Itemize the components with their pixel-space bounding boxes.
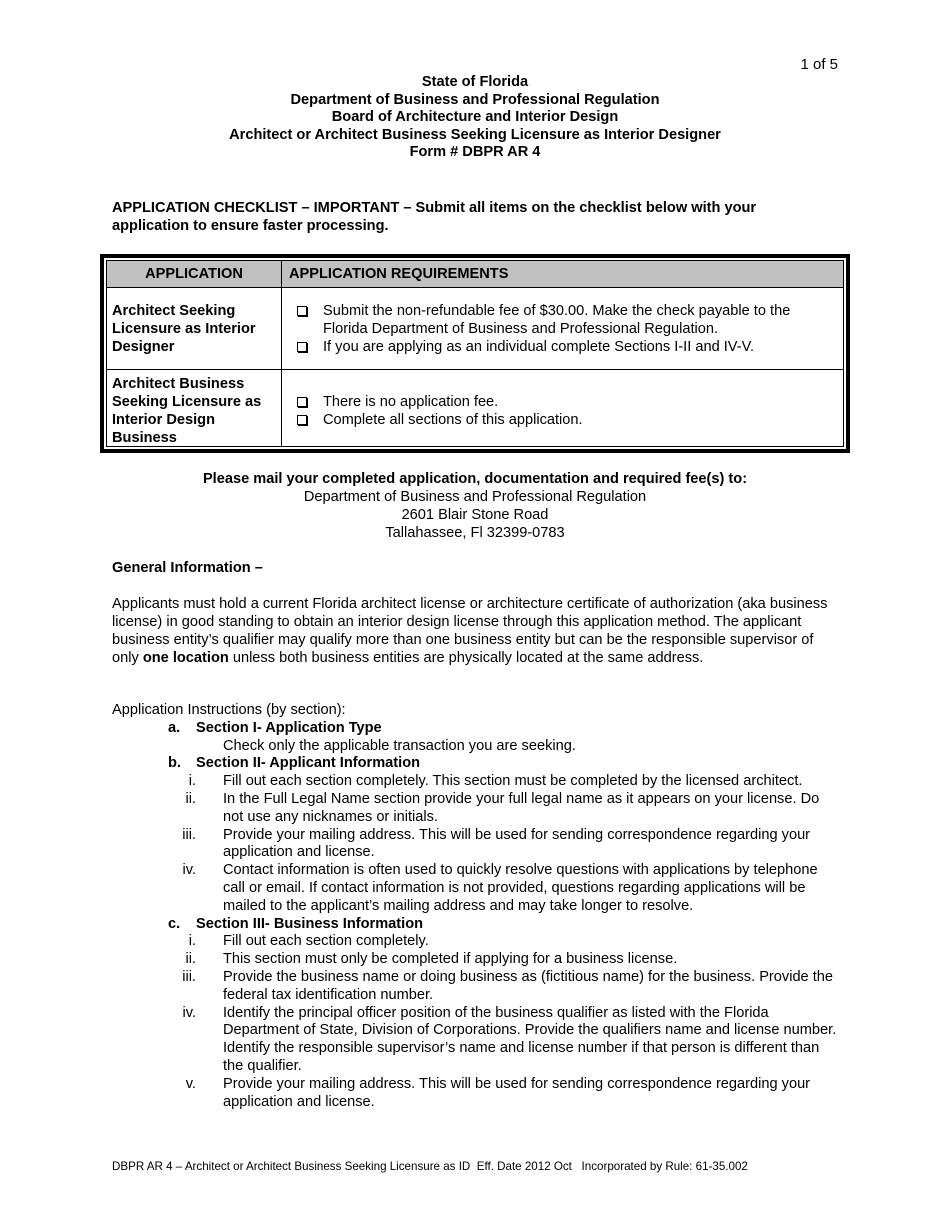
list-item [112, 827, 837, 863]
list-item [112, 933, 837, 951]
section-title: Section I- Application Type [196, 719, 382, 736]
checklist-item [295, 338, 833, 356]
table-row [107, 288, 843, 370]
section-title: Section II- Applicant Information [196, 755, 421, 772]
list-text: Contact information is often used to quickly resolve questions with applications by telephone call or email. If contact information is not provided, questions regarding applications will be mailed to the applicant’s mailing address and may take longer to resolve. [223, 862, 818, 914]
list-item [112, 969, 837, 1005]
mail-department: Department of Business and Professional Regulation [303, 489, 647, 505]
checkbox-icon [297, 306, 307, 316]
application-instructions [112, 702, 837, 1111]
list-text: In the Full Legal Name section provide your full legal name as it appears on your license. Do not use any nicknames or initials. [223, 790, 820, 825]
checklist-item [295, 393, 833, 411]
header-department: Department of Business and Professional Regulation [290, 91, 660, 108]
general-text-1: Applicants must hold a current Florida architect license or architecture certificate of authorization (aka business license) in good standing to obtain an interior design license through this application method. The applicant business entity’s qualifier may qualify more than one business entity but can be the responsible supervisor of only [112, 596, 828, 666]
list-text: Provide your mailing address. This will be used for sending correspondence regarding your application and license. [223, 826, 811, 861]
list-text: This section must only be completed if applying for a business license. [223, 951, 678, 968]
general-text-bold: one location [142, 650, 229, 666]
list-num: v. [185, 1075, 196, 1092]
list-text: Fill out each section completely. [223, 933, 429, 950]
general-info-title: General Information – [112, 560, 263, 576]
mailing-address-block [0, 470, 950, 542]
checklist-item-text: Complete all sections of this application. [323, 412, 583, 428]
header-form-title: Architect or Architect Business Seeking Licensure as Interior Designer [229, 126, 721, 143]
table-header-row [107, 261, 843, 288]
form-header [0, 74, 950, 162]
row-label-business: Architect Business Seeking Licensure as Interior Design Business [112, 376, 262, 446]
table-row [107, 370, 843, 446]
section-heading [112, 755, 837, 773]
checklist-item [295, 411, 833, 429]
section-title: Section III- Business Information [196, 915, 424, 932]
section-text [112, 738, 837, 756]
list-item [112, 1076, 837, 1112]
general-text-2: unless both business entities are physically located at the same address. [228, 650, 704, 666]
table-header-application: APPLICATION [145, 266, 243, 282]
list-item [112, 862, 837, 915]
checkbox-icon [297, 397, 307, 407]
list-item [112, 773, 837, 791]
section-letter: a. [168, 719, 181, 736]
header-state: State of Florida [421, 74, 529, 90]
checklist-item [295, 302, 833, 338]
page-number: 1 of 5 [800, 56, 838, 73]
checkbox-icon [297, 342, 307, 352]
mail-city: Tallahassee, Fl 32399-0783 [385, 525, 565, 541]
list-num: ii. [185, 790, 196, 807]
header-form-number: Form # DBPR AR 4 [409, 144, 541, 161]
section-heading [112, 916, 837, 934]
header-board: Board of Architecture and Interior Design [331, 109, 619, 126]
section-heading [112, 720, 837, 738]
section-letter: c. [168, 915, 181, 932]
list-text: Provide your mailing address. This will be used for sending correspondence regarding your application and license. [223, 1075, 811, 1110]
mail-heading: Please mail your completed application, documentation and required fee(s) to: [202, 471, 748, 487]
checklist-item-text: There is no application fee. [323, 394, 499, 410]
list-num: iii. [182, 826, 196, 843]
list-item [112, 951, 837, 969]
list-text: Fill out each section completely. This section must be completed by the licensed architect. [223, 773, 803, 790]
general-info-paragraph [112, 595, 837, 667]
list-num: i. [188, 773, 196, 790]
page-footer: DBPR AR 4 – Architect or Architect Business Seeking Licensure as ID Eff. Date 2012 Oct Incorporated by Rule: 61-35.002 [112, 1160, 748, 1173]
checklist-title: APPLICATION CHECKLIST – IMPORTANT – Submit all items on the checklist below with your application to ensure faster processing. [112, 200, 757, 234]
section-letter: b. [168, 755, 181, 772]
instructions-intro: Application Instructions (by section): [112, 702, 346, 718]
list-item [112, 791, 837, 827]
row-label-architect: Architect Seeking Licensure as Interior Designer [112, 303, 256, 355]
list-num: i. [188, 933, 196, 950]
mail-street: 2601 Blair Stone Road [401, 507, 549, 523]
list-text: Identify the principal officer position of the business qualifier as listed with the Florida Department of State, Division of Corporations. Provide the qualifiers name and license number. Identify the responsible supervisor’s name and license number if that person is different than the qualifier. [223, 1004, 837, 1074]
list-num: iv. [182, 862, 196, 879]
list-num: iv. [182, 1004, 196, 1021]
list-num: iii. [182, 968, 196, 985]
list-text: Provide the business name or doing business as (fictitious name) for the business. Provide the federal tax identification number. [223, 968, 834, 1003]
checkbox-icon [297, 415, 307, 425]
list-num: ii. [185, 951, 196, 968]
table-header-requirements: APPLICATION REQUIREMENTS [289, 266, 509, 282]
application-table [100, 254, 850, 453]
list-item [112, 1005, 837, 1076]
checklist-item-text: Submit the non-refundable fee of $30.00. Make the check payable to the Florida Department of Business and Professional Regulation. [323, 303, 791, 337]
section-a-text: Check only the applicable transaction you are seeking. [223, 737, 576, 754]
checklist-item-text: If you are applying as an individual complete Sections I-II and IV-V. [323, 339, 755, 355]
